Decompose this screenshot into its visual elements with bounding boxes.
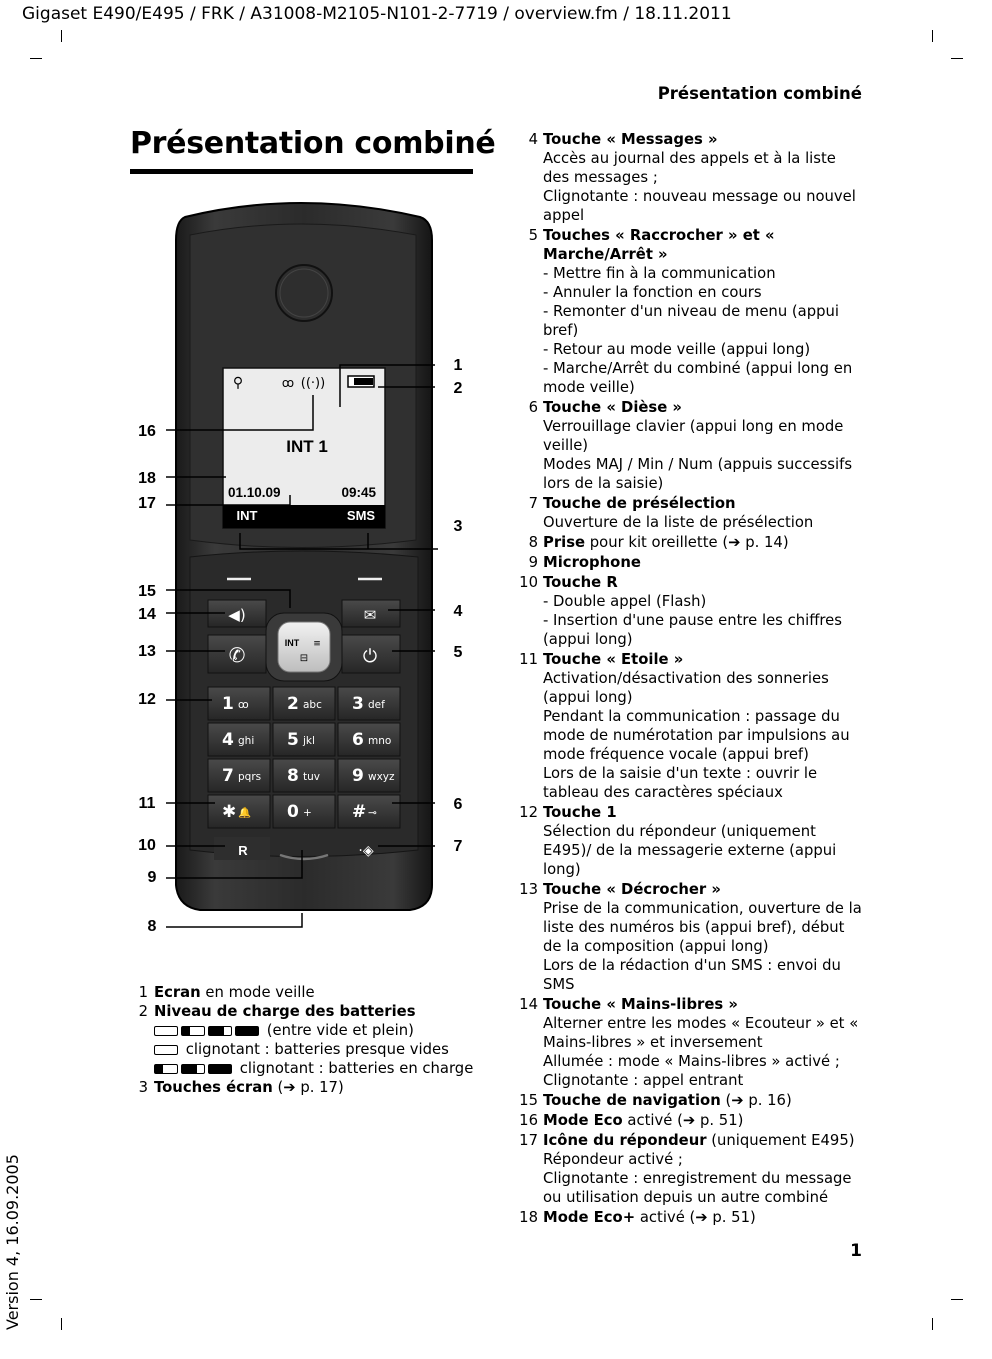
legend-item-13 bbox=[514, 880, 866, 994]
legend-line: - Mettre fin à la communication bbox=[543, 265, 776, 282]
legend-term: Touche « Messages » bbox=[543, 131, 718, 148]
legend-text: clignotant : batteries en charge bbox=[239, 1060, 474, 1077]
crop-mark bbox=[30, 58, 42, 59]
legend-term: Microphone bbox=[543, 554, 641, 571]
legend-number: 12 bbox=[519, 804, 538, 821]
keypad-digit: 7 bbox=[222, 766, 234, 786]
legend-number: 11 bbox=[519, 651, 538, 668]
keypad-digit: 3 bbox=[352, 694, 364, 714]
legend-text: activé (➔ p. 51) bbox=[635, 1209, 756, 1226]
legend-item-7 bbox=[514, 494, 866, 532]
crop-mark bbox=[30, 1299, 42, 1300]
keypad-letters: pqrs bbox=[238, 771, 262, 783]
legend-line: Prise de la communication, ouverture de la liste des numéros bis (appui bref), début de la composition (appui long) bbox=[543, 900, 862, 955]
section-heading: Présentation combiné bbox=[657, 84, 862, 103]
keypad-letters: jkl bbox=[303, 735, 315, 747]
display-time: 09:45 bbox=[341, 485, 376, 500]
crop-mark bbox=[951, 1299, 963, 1300]
legend-line: Clignotante : appel entrant bbox=[543, 1072, 744, 1089]
keypad-digit: 6 bbox=[352, 730, 364, 750]
callout-6: 6 bbox=[453, 796, 463, 813]
legend-item-8 bbox=[514, 533, 866, 552]
legend-line: - Marche/Arrêt du combiné (appui long en mode veille) bbox=[543, 360, 853, 396]
keypad-letters: def bbox=[368, 699, 385, 711]
legend-line: Modes MAJ / Min / Num (appuis successifs lors de la saisie) bbox=[543, 456, 853, 492]
legend-line: Alterner entre les modes « Ecouteur » et « Mains-libres » et inversement bbox=[543, 1015, 859, 1051]
legend-line: Activation/désactivation des sonneries (appui long) bbox=[543, 670, 829, 706]
legend-number: 5 bbox=[528, 227, 538, 244]
crop-mark bbox=[951, 58, 963, 59]
battery-blink-empty-row bbox=[130, 1040, 490, 1059]
handsfree-icon: ◀) bbox=[228, 606, 246, 624]
display-date: 01.10.09 bbox=[228, 485, 281, 500]
keypad-digit: 1 bbox=[222, 694, 234, 714]
legend-line: Ouverture de la liste de présélection bbox=[543, 514, 814, 531]
legend-line: Sélection du répondeur (uniquement E495)/ de la messagerie externe (appui long) bbox=[543, 823, 837, 878]
legend-line: - Double appel (Flash) bbox=[543, 593, 707, 610]
legend-line: Accès au journal des appels et à la liste des messages ; bbox=[543, 150, 836, 186]
legend-item-17 bbox=[514, 1131, 866, 1207]
crop-mark bbox=[932, 1318, 933, 1330]
keypad-digit: 2 bbox=[287, 694, 299, 714]
battery-mid-icon bbox=[208, 1026, 232, 1036]
callout-15: 15 bbox=[138, 583, 156, 600]
callout-7: 7 bbox=[453, 838, 463, 855]
legend-number: 4 bbox=[528, 131, 538, 148]
legend-term: Prise bbox=[543, 534, 586, 551]
legend-term: Touches « Raccrocher » et « Marche/Arrêt » bbox=[543, 227, 775, 263]
softkey-right-label: SMS bbox=[346, 508, 376, 523]
legend-term: Ecran bbox=[154, 984, 201, 1001]
legend-line: - Retour au mode veille (appui long) bbox=[543, 341, 811, 358]
softkey-left-label: INT bbox=[236, 508, 258, 523]
battery-empty-icon bbox=[154, 1026, 178, 1036]
legend-item-11 bbox=[514, 650, 866, 802]
legend-item-15 bbox=[514, 1091, 866, 1110]
legend-item-5 bbox=[514, 226, 866, 397]
legend-number: 17 bbox=[519, 1132, 538, 1149]
legend-item-4 bbox=[514, 130, 866, 225]
callout-11: 11 bbox=[138, 795, 156, 812]
keypad-letters: ghi bbox=[238, 735, 255, 747]
legend-number: 1 bbox=[138, 984, 148, 1001]
legend-term: Touche « Dièse » bbox=[543, 399, 682, 416]
legend-line: - Remonter d'un niveau de menu (appui bref) bbox=[543, 303, 840, 339]
keypad-digit: 5 bbox=[287, 730, 299, 750]
battery-levels-row bbox=[130, 1021, 490, 1040]
legend-term: Touche de présélection bbox=[543, 495, 736, 512]
legend-left bbox=[130, 983, 490, 1097]
callout-14: 14 bbox=[138, 606, 156, 623]
answer-machine-icon: ꝏ bbox=[281, 376, 295, 390]
legend-line: Répondeur activé ; bbox=[543, 1151, 683, 1168]
legend-term: Touche « Etoile » bbox=[543, 651, 684, 668]
legend-text: activé (➔ p. 51) bbox=[622, 1112, 744, 1129]
eco-icon: ⚲ bbox=[232, 375, 244, 391]
handset-illustration bbox=[130, 195, 470, 940]
display-line1: INT 1 bbox=[286, 437, 328, 456]
legend-item-9 bbox=[514, 553, 866, 572]
battery-low-icon bbox=[154, 1064, 178, 1074]
keypad-letters: 🔔 bbox=[238, 807, 252, 819]
legend-number: 3 bbox=[138, 1079, 148, 1096]
keypad-letters: abc bbox=[303, 699, 322, 711]
legend-text: (uniquement E495) bbox=[706, 1132, 855, 1149]
battery-mid-icon bbox=[181, 1064, 205, 1074]
page-title: Présentation combiné bbox=[130, 126, 496, 161]
legend-number: 9 bbox=[528, 554, 538, 571]
version-note: Version 4, 16.09.2005 bbox=[3, 1154, 22, 1330]
battery-charging-row bbox=[130, 1059, 490, 1078]
legend-line: Clignotante : enregistrement du message ou utilisation depuis un autre combiné bbox=[543, 1170, 852, 1206]
signal-icon: ((·)) bbox=[300, 376, 326, 391]
nav-int-label: INT bbox=[284, 638, 300, 648]
callout-9: 9 bbox=[147, 869, 157, 886]
legend-term: Touche « Décrocher » bbox=[543, 881, 721, 898]
legend-term: Niveau de charge des batteries bbox=[154, 1003, 416, 1020]
legend-line: Verrouillage clavier (appui long en mode veille) bbox=[543, 418, 844, 454]
callout-4: 4 bbox=[453, 603, 463, 620]
crop-mark bbox=[61, 30, 62, 42]
keypad-letters: mno bbox=[368, 735, 392, 747]
legend-term: Mode Eco bbox=[543, 1112, 623, 1129]
legend-text: (➔ p. 16) bbox=[720, 1092, 792, 1109]
legend-text: (➔ p. 17) bbox=[272, 1079, 344, 1096]
legend-item-12 bbox=[514, 803, 866, 879]
callout-13: 13 bbox=[138, 643, 156, 660]
legend-term: Mode Eco+ bbox=[543, 1209, 636, 1226]
callout-18: 18 bbox=[138, 470, 156, 487]
legend-number: 14 bbox=[519, 996, 538, 1013]
legend-term: Touche de navigation bbox=[543, 1092, 721, 1109]
legend-number: 7 bbox=[528, 495, 538, 512]
callout-17: 17 bbox=[138, 495, 156, 512]
offhook-icon: ✆ bbox=[228, 643, 246, 667]
legend-line: Allumée : mode « Mains-libres » activé ; bbox=[543, 1053, 840, 1070]
title-rule bbox=[130, 169, 473, 174]
legend-term: Icône du répondeur bbox=[543, 1132, 707, 1149]
legend-text: en mode veille bbox=[200, 984, 315, 1001]
file-header: Gigaset E490/E495 / FRK / A31008-M2105-N101-2-7719 / overview.fm / 18.11.2011 bbox=[22, 4, 732, 24]
legend-term: Touche 1 bbox=[543, 804, 617, 821]
legend-item-18 bbox=[514, 1208, 866, 1227]
legend-line: Clignotante : nouveau message ou nouvel appel bbox=[543, 188, 856, 224]
legend-item-14 bbox=[514, 995, 866, 1090]
battery-low-icon bbox=[181, 1026, 205, 1036]
callout-2: 2 bbox=[453, 380, 463, 397]
legend-term: Touche R bbox=[543, 574, 618, 591]
legend-right bbox=[514, 130, 866, 1228]
crop-mark bbox=[932, 30, 933, 42]
keypad-letters: tuv bbox=[303, 771, 320, 783]
legend-term: Touches écran bbox=[154, 1079, 273, 1096]
keypad-digit: 8 bbox=[287, 766, 299, 786]
nav-menu-icon: ≡ bbox=[313, 639, 321, 649]
legend-line: Lors de la saisie d'un texte : ouvrir le tableau des caractères spéciaux bbox=[543, 765, 818, 801]
battery-empty-icon bbox=[154, 1045, 178, 1055]
earpiece bbox=[276, 265, 332, 321]
legend-item-10 bbox=[514, 573, 866, 649]
message-icon: ✉ bbox=[363, 606, 377, 624]
onhook-icon: ⏻ bbox=[362, 646, 378, 667]
legend-term: Touche « Mains-libres » bbox=[543, 996, 738, 1013]
keypad-letters: ꝏ bbox=[238, 699, 249, 711]
keypad-letters: ⊸ bbox=[368, 807, 377, 819]
legend-item-2 bbox=[130, 1002, 490, 1021]
callout-1: 1 bbox=[453, 357, 463, 374]
battery-full-icon bbox=[235, 1026, 259, 1036]
legend-text: clignotant : batteries presque vides bbox=[185, 1041, 449, 1058]
callout-12: 12 bbox=[138, 691, 156, 708]
legend-line: Pendant la communication : passage du mode de numérotation par impulsions au mode fréquence vocale (appui bref) bbox=[543, 708, 850, 763]
legend-number: 2 bbox=[138, 1003, 148, 1020]
legend-line: Lors de la rédaction d'un SMS : envoi du SMS bbox=[543, 957, 841, 993]
callout-10: 10 bbox=[138, 837, 156, 854]
crop-mark bbox=[61, 1318, 62, 1330]
callout-5: 5 bbox=[453, 644, 463, 661]
preset-key-icon: ·◈ bbox=[358, 843, 374, 859]
nav-phonebook-icon: ⊟ bbox=[299, 653, 309, 664]
legend-line: - Annuler la fonction en cours bbox=[543, 284, 762, 301]
legend-item-16 bbox=[514, 1111, 866, 1130]
r-key: R bbox=[238, 843, 248, 858]
legend-number: 15 bbox=[519, 1092, 538, 1109]
keypad-letters: + bbox=[303, 807, 312, 819]
keypad-digit: ✱ bbox=[222, 802, 237, 822]
callout-8: 8 bbox=[147, 918, 157, 935]
keypad-digit: 0 bbox=[287, 802, 299, 822]
legend-item-3 bbox=[130, 1078, 490, 1097]
keypad-letters: wxyz bbox=[368, 771, 395, 783]
legend-number: 16 bbox=[519, 1112, 538, 1129]
callout-3: 3 bbox=[453, 518, 463, 535]
legend-number: 13 bbox=[519, 881, 538, 898]
legend-item-1 bbox=[130, 983, 490, 1002]
page-number: 1 bbox=[850, 1241, 862, 1261]
keypad-digit: 4 bbox=[222, 730, 234, 750]
legend-number: 6 bbox=[528, 399, 538, 416]
legend-number: 10 bbox=[519, 574, 538, 591]
legend-item-6 bbox=[514, 398, 866, 493]
legend-number: 18 bbox=[519, 1209, 538, 1226]
legend-number: 8 bbox=[528, 534, 538, 551]
keypad-digit: # bbox=[352, 802, 367, 822]
legend-line: - Insertion d'une pause entre les chiffres (appui long) bbox=[543, 612, 842, 648]
legend-text: pour kit oreillette (➔ p. 14) bbox=[585, 534, 789, 551]
keypad-digit: 9 bbox=[352, 766, 364, 786]
legend-text: (entre vide et plein) bbox=[266, 1022, 414, 1039]
battery-full-icon bbox=[208, 1064, 232, 1074]
callout-16: 16 bbox=[138, 423, 156, 440]
